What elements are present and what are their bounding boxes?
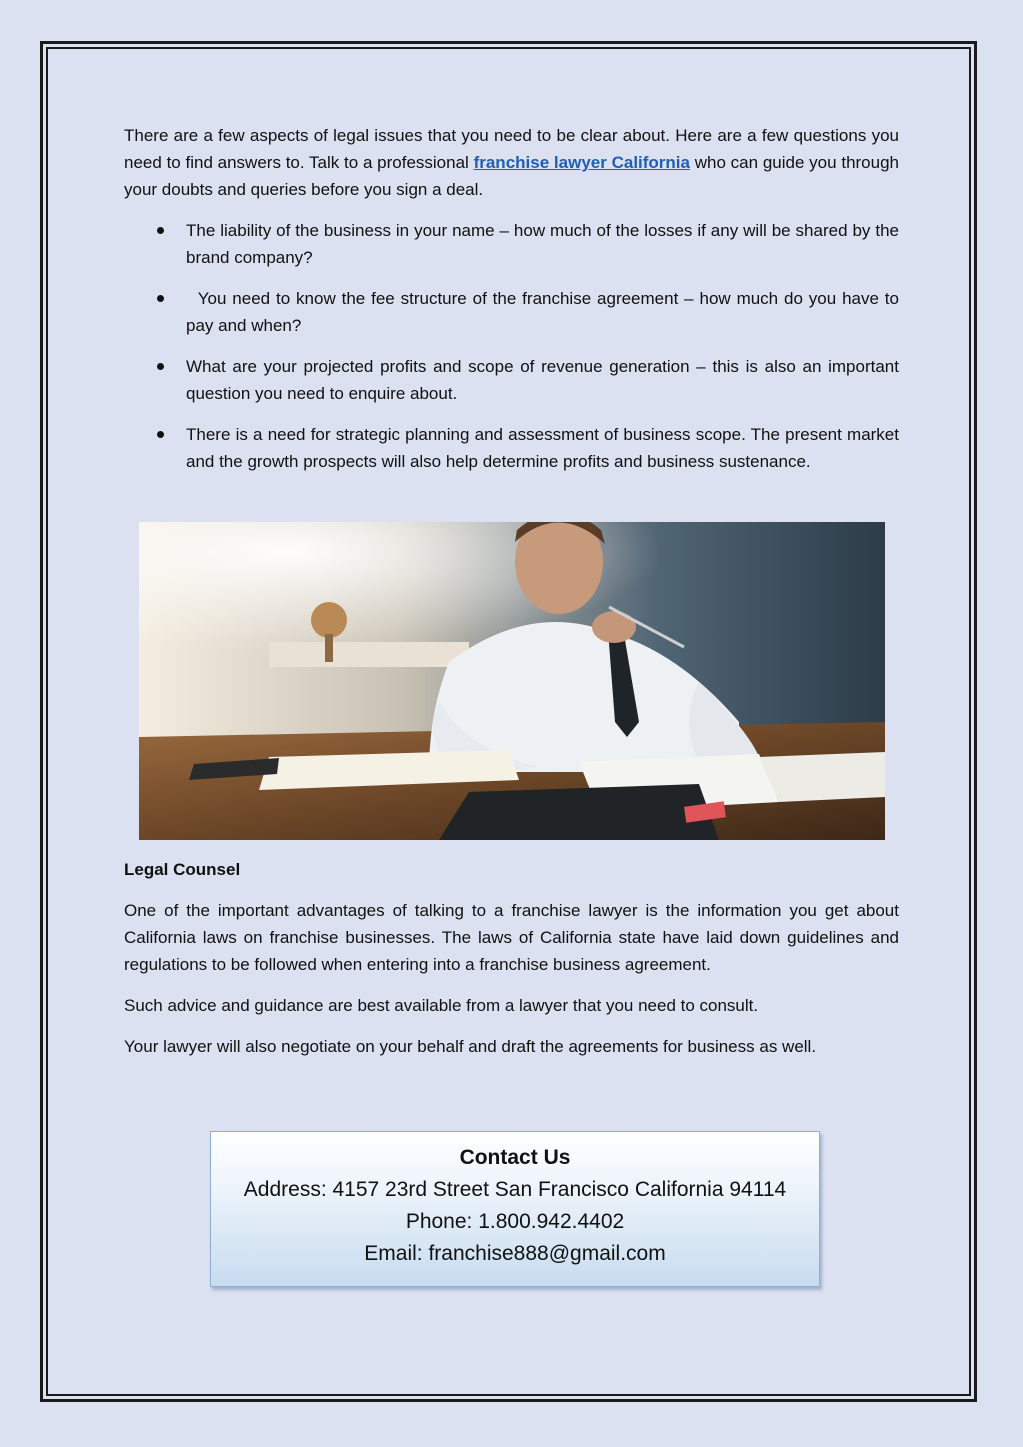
franchise-lawyer-link[interactable]: franchise lawyer California (473, 153, 690, 172)
section-paragraph: One of the important advantages of talking to a franchise lawyer is the information you get about California laws on franchise businesses. The laws of California state have laid down guidelines and regulations to be followed when entering into a franchise business agreement. (124, 901, 899, 974)
list-item: There is a need for strategic planning and assessment of business scope. The present market and the growth prospects will also help determine profits and business sustenance. (124, 421, 899, 475)
legal-counsel-section (124, 856, 899, 1074)
bullet-icon (157, 363, 164, 370)
bullet-icon (157, 295, 164, 302)
bullet-icon (157, 431, 164, 438)
intro-paragraph: There are a few aspects of legal issues that you need to be clear about. Here are a few questions you need to find answers to. Talk to a professional franchise lawyer California who can guide you through your doubts and queries before you sign a deal. (124, 126, 899, 199)
contact-email[interactable]: Email: franchise888@gmail.com (364, 1242, 666, 1265)
main-content (124, 122, 904, 489)
section-heading: Legal Counsel (124, 860, 241, 879)
contact-box (210, 1131, 820, 1287)
contact-phone[interactable]: Phone: 1.800.942.4402 (405, 1210, 625, 1233)
contact-title: Contact Us (459, 1146, 571, 1169)
list-item: You need to know the fee structure of the franchise agreement – how much do you have to pay and when? (124, 285, 899, 339)
section-paragraph: Such advice and guidance are best available from a lawyer that you need to consult. (124, 996, 759, 1015)
list-item: What are your projected profits and scope of revenue generation – this is also an important question you need to enquire about. (124, 353, 899, 407)
lawyer-at-desk-photo (139, 522, 885, 840)
bullet-icon (157, 227, 164, 234)
contact-address: Address: 4157 23rd Street San Francisco California 94114 (243, 1178, 787, 1201)
question-list (124, 217, 904, 475)
section-paragraph: Your lawyer will also negotiate on your behalf and draft the agreements for business as well. (124, 1037, 817, 1056)
list-item: The liability of the business in your name – how much of the losses if any will be shared by the brand company? (124, 217, 899, 271)
